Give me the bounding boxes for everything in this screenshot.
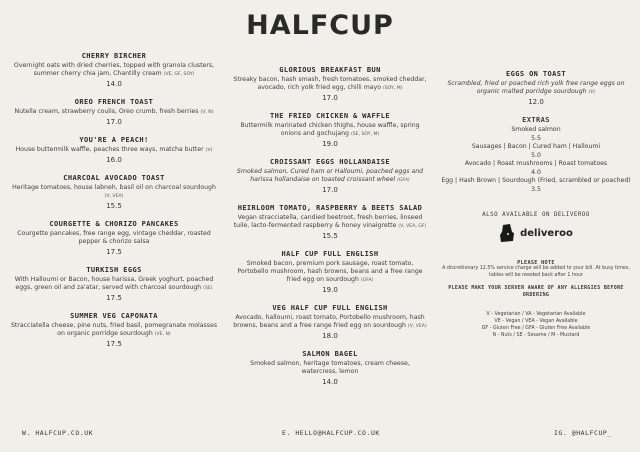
item-description: Nutella cream, strawberry coulis, Oreo crumb, fresh berries (V, N) [14, 108, 214, 115]
menu-item [232, 350, 428, 386]
item-tags: (GFA) [397, 178, 410, 183]
extras-line: Avocado | Roast mushrooms | Roast tomatoes 4.0 [464, 160, 608, 176]
item-price: 17.0 [322, 94, 338, 102]
item-price: 15.5 [106, 202, 122, 210]
deliveroo-wordmark: deliveroo [520, 227, 573, 239]
delivery-label: ALSO AVAILABLE ON DELIVEROO [482, 212, 590, 218]
footer-instagram[interactable]: IG. @HALFCUP_ [554, 429, 612, 437]
extras-line: Egg | Hash Brown | Sourdough (Fried, scrambled or poached) 3.5 [441, 177, 631, 193]
item-name: YOU'RE A PEACH! [79, 136, 149, 144]
item-tags: (VE, GF, SOY) [163, 72, 195, 77]
item-price: 12.0 [528, 98, 544, 106]
item-tags: (V, N) [200, 110, 214, 115]
item-name: VEG HALF CUP FULL ENGLISH [272, 304, 388, 312]
allergy-notice: PLEASE MAKE YOUR SERVER AWARE OF ANY ALLERGIES BEFORE ORDERING [448, 285, 624, 298]
menu-item [10, 174, 218, 210]
item-description: Courgette pancakes, free range egg, vintage cheddar, roasted pepper & chorizo salsa [17, 230, 211, 245]
item-name: SALMON BAGEL [302, 350, 358, 358]
menu-item [232, 304, 428, 340]
item-name: THE FRIED CHICKEN & WAFFLE [270, 112, 390, 120]
menu-column-middle [232, 66, 428, 396]
item-price: 14.0 [322, 378, 338, 386]
legend-line: GF - Gluten Free / GFA - Gluten Free Available [481, 326, 591, 331]
brand-title: HALFCUP [246, 10, 394, 41]
menu-item [232, 158, 428, 194]
item-price: 14.0 [106, 80, 122, 88]
menu-item [10, 266, 218, 302]
item-price: 17.0 [322, 186, 338, 194]
item-tags: (V, VEA) [407, 324, 427, 329]
menu-item [10, 98, 218, 126]
menu-item [10, 312, 218, 348]
menu-item [232, 112, 428, 148]
item-description: Stracciatella cheese, pine nuts, fried basil, pomegranate molasses on organic porridge sourdough (VE, N) [10, 322, 218, 337]
item-tags: (SOY, M) [382, 86, 403, 91]
item-name: HEIRLOOM TOMATO, RASPBERRY & BEETS SALAD [237, 204, 423, 212]
item-name: EGGS ON TOAST [506, 70, 566, 78]
kangaroo-icon [499, 224, 515, 242]
item-name: CROISSANT EGGS HOLLANDAISE [270, 158, 390, 166]
item-tags: (V, VEA, GF) [398, 224, 427, 229]
item-price: 16.0 [106, 156, 122, 164]
menu-item [232, 66, 428, 102]
item-description: Overnight oats with dried cherries, topped with granola clusters, summer cherry chia jam, Chantilly cream (VE, GF, SOY) [13, 62, 215, 77]
item-tags: (SE) [203, 286, 213, 291]
service-charge-note: A discretionary 12.5% service charge will be added to your bill. At busy times, tables will be needed back after 1 hour [442, 266, 630, 278]
menu-column-right [436, 70, 636, 339]
item-tags: (GFA) [360, 278, 374, 283]
item-name: OREO FRENCH TOAST [74, 98, 154, 106]
legend-line: N - Nuts / SE - Sesame / M - Mustard [492, 333, 580, 338]
item-price: 15.5 [322, 232, 338, 240]
menu-item [232, 250, 428, 294]
notes-heading: PLEASE NOTE [517, 260, 555, 266]
menu-item [10, 136, 218, 164]
item-name: HALF CUP FULL ENGLISH [281, 250, 379, 258]
menu-item [10, 52, 218, 88]
item-description: Heritage tomatoes, house labneh, basil oil on charcoal sourdough (V, VEA) [12, 184, 216, 199]
item-tags: (V) [205, 148, 213, 153]
menu-item [232, 204, 428, 240]
item-name: GLORIOUS BREAKFAST BUN [279, 66, 381, 74]
extras-line: Sausages | Bacon | Cured ham | Halloumi 5.0 [471, 143, 601, 159]
deliveroo-logo[interactable] [499, 224, 573, 242]
footer-website[interactable]: W. HALFCUP.CO.UK [22, 429, 94, 437]
legend-line: VE - Vegan / VEA - Vegan Available [494, 319, 578, 324]
delivery-section [436, 212, 636, 246]
item-name: CHARCOAL AVOCADO TOAST [63, 174, 165, 182]
item-description: Streaky bacon, hash smash, fresh tomatoes, smoked cheddar, avocado, rich yolk fried egg, chilli mayo (SOY, M) [233, 76, 427, 91]
menu-column-left [10, 52, 218, 358]
extras-section [436, 116, 636, 194]
item-price: 19.0 [322, 140, 338, 148]
menu-item [436, 70, 636, 106]
item-description: Avocado, halloumi, roast tomato, Portobello mushroom, hash browns, beans and a free range fried egg on sourdough (V, VEA) [233, 314, 427, 329]
item-description: Buttermilk marinated chicken thighs, house waffle, spring onions and gochujang (SE, SOY, M) [240, 122, 420, 137]
footer-email[interactable]: E. HELLO@HALFCUP.CO.UK [282, 429, 380, 437]
item-price: 17.0 [106, 118, 122, 126]
item-description: Smoked salmon, Cured ham or Halloumi, poached eggs and harissa hollandaise on toasted croissant wheel (GFA) [236, 168, 424, 183]
item-price: 18.0 [322, 332, 338, 340]
item-name: SUMMER VEG CAPONATA [70, 312, 158, 320]
item-description: Smoked bacon, premium pork sausage, roast tomato, Portobello mushroom, hash browns, beans and a free range fried egg on sourdough (GFA) [237, 260, 423, 283]
dietary-legend [436, 311, 636, 339]
item-price: 17.5 [106, 340, 122, 348]
item-tags: (V) [588, 90, 596, 95]
item-tags: (VE, N) [154, 332, 171, 337]
item-tags: (SE, SOY, M) [350, 132, 380, 137]
extras-title: EXTRAS [522, 116, 550, 124]
item-price: 17.5 [106, 294, 122, 302]
item-description: With Halloumi or Bacon, house harissa, Greek yoghurt, poached eggs, green oil and za'atar, served with charcoal sourdough (SE) [14, 276, 214, 291]
extras-line: Smoked salmon 5.5 [511, 126, 561, 142]
item-price: 17.5 [106, 248, 122, 256]
item-name: COURGETTE & CHORIZO PANCAKES [49, 220, 179, 228]
item-description: Scrambled, fried or poached rich yolk free range eggs on organic malted porridge sourdough (V) [447, 80, 625, 95]
item-name: CHERRY BIRCHER [81, 52, 147, 60]
item-description: Smoked salmon, heritage tomatoes, cream cheese, watercress, lemon [250, 360, 410, 375]
item-description: Vegan stracciatella, candied beetroot, fresh berries, linseed tuile, lacto-fermented raspberry & honey vinaigrette (V, VEA, GF) [233, 214, 427, 229]
item-name: TURKISH EGGS [86, 266, 142, 274]
notes-section [436, 260, 636, 339]
menu-item [10, 220, 218, 256]
legend-line: V - Vegetarian / VA - Vegetarian Available [486, 312, 586, 317]
item-description: House buttermilk waffle, peaches three ways, matcha butter (V) [15, 146, 213, 153]
item-tags: (V, VEA) [104, 194, 124, 199]
item-price: 19.0 [322, 286, 338, 294]
